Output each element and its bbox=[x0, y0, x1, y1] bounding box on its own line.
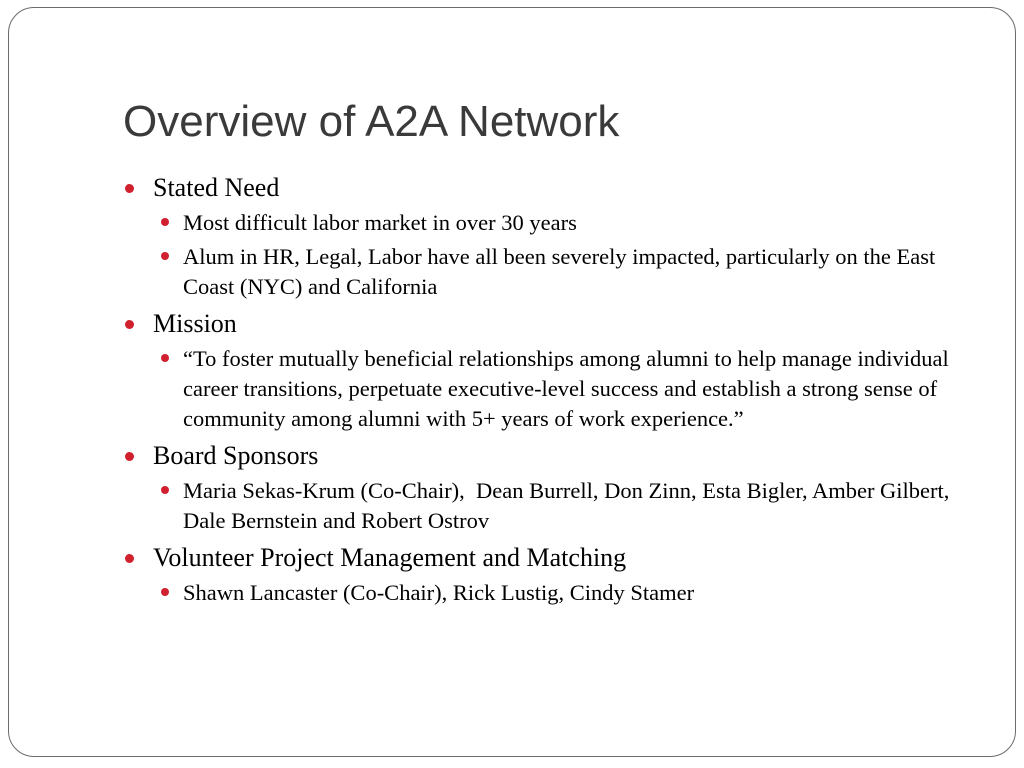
sub-bullet-item bbox=[123, 578, 983, 608]
section-heading: Stated Need bbox=[153, 173, 280, 202]
section-heading: Volunteer Project Management and Matching bbox=[153, 543, 627, 572]
bullet-icon bbox=[125, 452, 134, 461]
bullet-icon bbox=[161, 354, 169, 362]
bullet-list bbox=[123, 172, 983, 608]
sub-bullet-item bbox=[123, 344, 983, 434]
section-heading: Board Sponsors bbox=[153, 441, 319, 470]
sub-bullet-item bbox=[123, 476, 983, 536]
section-stated-need bbox=[123, 172, 983, 204]
bullet-icon bbox=[161, 252, 169, 260]
sub-bullet-text: Most difficult labor market in over 30 years bbox=[183, 210, 577, 235]
section-volunteer-project-management bbox=[123, 542, 983, 574]
sub-bullet-item bbox=[123, 208, 983, 238]
bullet-icon bbox=[125, 554, 134, 563]
sub-bullet-text: Alum in HR, Legal, Labor have all been severely impacted, particularly on the East Coast (NYC) and California bbox=[183, 244, 941, 299]
sub-bullet-item bbox=[123, 242, 983, 302]
slide-title: Overview of A2A Network bbox=[123, 97, 620, 146]
sub-bullet-text: Maria Sekas-Krum (Co-Chair), Dean Burrell, Don Zinn, Esta Bigler, Amber Gilbert, Dale Bernstein and Robert Ostrov bbox=[183, 478, 956, 533]
slide-frame bbox=[8, 7, 1016, 757]
section-heading: Mission bbox=[153, 309, 237, 338]
sub-bullet-text: “To foster mutually beneficial relationships among alumni to help manage individual career transitions, perpetuate executive-level success and establish a strong sense of community among alumni with 5+ years of work experience.” bbox=[183, 346, 955, 431]
sub-bullet-text: Shawn Lancaster (Co-Chair), Rick Lustig, Cindy Stamer bbox=[183, 580, 695, 605]
bullet-icon bbox=[161, 588, 169, 596]
section-board-sponsors bbox=[123, 440, 983, 472]
bullet-icon bbox=[161, 486, 169, 494]
bullet-icon bbox=[161, 218, 169, 226]
bullet-icon bbox=[125, 320, 134, 329]
section-mission bbox=[123, 308, 983, 340]
bullet-icon bbox=[125, 184, 134, 193]
